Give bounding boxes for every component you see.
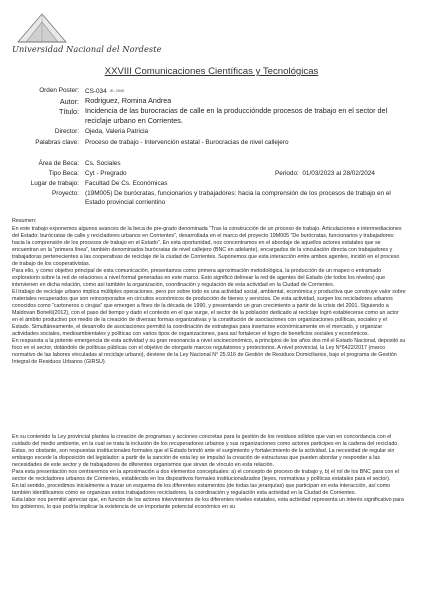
area-value: Cs. Sociales xyxy=(85,160,121,167)
summary-heading: Resumen: xyxy=(12,218,37,224)
workplace-label: Lugar de trabajo: xyxy=(30,180,79,187)
summary-section-b xyxy=(12,434,406,511)
summary-paragraph: Esta labor nos permitió apreciar que, en función de los actores intervinientes de los diferentes niveles estatales, esta actividad representa un interés significativo para los gobiernos, lo que podría implicar la existencia de un importante potencial económico en su xyxy=(12,497,404,510)
summary-paragraph: Para ello, y como objetivo principal de esta comunicación, presentamos como primera aproximación metodológica, la producción de un mapeo o entramado exploratorio sobre la red de relaciones a nivel formal generadas en este marco. Esto significó delinear la red de agentes del Estado (de todos los niveles) que intervienen en dicha relación, como así también la organización, coordinación y regulación de esta actividad en la Ciudad de Corrientes. xyxy=(12,268,386,288)
title-label: Título: xyxy=(59,107,79,116)
period-value: 01/03/2023 al 28/02/2024 xyxy=(302,170,375,177)
summary-paragraph: Para esta presentación nos centraremos en la aproximación a dos elementos conceptuales: a) el concepto de proceso de trabajo y, b) el rol de los BNC para con el sector de recicladores urbanos de Corrientes, establecido en los dispositivos formales institucionalizados (leyes, normativas y políticas estatales para el sector). xyxy=(12,469,399,482)
area-row xyxy=(0,160,423,169)
keywords-label: Palabras clave: xyxy=(35,139,79,146)
author-label: Autor: xyxy=(59,97,79,106)
event-title: XXVIII Comunicaciones Científicas y Tecnológicas xyxy=(104,66,319,77)
summary-paragraph: El trabajo de reciclaje urbano implica múltiples operaciones, pero por sobre todo es una actividad social, ambiental, económica y productiva que construye valor sobre materiales recuperados que son reincorporados en circuitos económicos de producción de bienes y servicios. De esta actividad, surgen los recicladores urbanos conocidos como “cartoneros o cirujas” que emergen a fines de la década de 1990, y presentando un gran crecimiento a partir de la crisis del 2001. Siguiendo a Maldovan Bonelli(2012), con el paso del tiempo y dado el contexto en el que surge, el sector de la población dedicado al reciclaje logró establecerse como un actor en el ámbito productivo por medio de la creación de diversas formas organizativas y la constitución de asociaciones con organizaciones políticas, sociales y el Estado. Simultáneamente, el desarrollo de asociaciones permitió la coordinación de estrategias para insertarse económicamente en el mercado, y organizar actividades sociales, medioambientales y políticas con varios tipos de organizaciones, para así fortalecer el logro de beneficios sociales y económicos. xyxy=(12,289,406,337)
author-value: Rodriguez, Romina Andrea xyxy=(85,96,172,105)
director-value: Ojeda, Valeria Patricia xyxy=(85,128,149,135)
summary-paragraph: En respuesta a la potente emergencia de esta actividad y su gran resonancia a nivel socioeconómico, a principios de los años dos mil el Estado Nacional, depositó su foco en el sector, dotándolo de políticas públicas con el objetivo de otorgarle marcos regulatorios y protectorios. A nivel provincial, la Ley N°6422/2017 (marco normativo de las labores vinculadas al reciclaje urbano), deviene de la Ley Nacional N° 25.916 de Gestión de Residuos Domiciliarios, bajo el programa de Gestión Integral de Residuos Urbanos (GIRSU). xyxy=(12,338,406,365)
period xyxy=(275,170,375,177)
university-seal-icon xyxy=(12,10,72,46)
order-id: ID: 2949 xyxy=(109,89,125,93)
order-row xyxy=(0,87,423,96)
summary-paragraph: En su contenido la Ley provincial plantea la creación de programas y acciones concretas para la gestión de los residuos sólidos que van en concordancia con el cuidado del medio ambiente, en la cual se trata la inclusión de los recuperadores urbanos y sus organizaciones como actores participes en la cadena del reciclado. xyxy=(12,434,399,447)
period-label: Periodo: xyxy=(275,170,299,177)
summary-paragraph: En tal sentido, procedimos inicialmente a trazar un esquema de los diferentes estamentos (de todas las jerarquías) que participan en esta interacción, así como también identificamos cómo se organizan estos trabajadores recicladores, la coordinación y regulación esta actividad en la Ciudad de Corrientes. xyxy=(12,483,391,496)
area-label: Área de Beca: xyxy=(38,160,79,167)
summary-paragraph: En este trabajo exponemos algunos avances de la beca de pre-grado denominada “Tras la construcción de un proceso de trabajo. Articulaciones e intermediaciones del Estado: burócratas de calle y recicladores urbanos en Corrientes”, desarrollada en el marco del proyecto 19M005 “De burócratas, funcionarios y trabajadores: hacia la comprensión de los procesos de trabajo en el Estado”. En esta oportunidad, nos concentramos en el abordaje de aquellos actores estatales que se encuentran en la “primera línea”, también denominados burócratas de nivel callejero (BNC en adelante), encargados de la vinculación directa con trabajadores y trabajadoras pertenecientes a las cooperativas de reciclaje de la ciudad de Corrientes. Suponemos que esta interacción entre ambos agentes, incidió en el proceso de trabajo de los cooperativistas. xyxy=(12,226,402,267)
workplace-value: Facultad De Cs. Económicas xyxy=(85,180,168,187)
type-value: Cyt - Pregrado xyxy=(85,170,127,177)
workplace-row xyxy=(0,180,423,189)
keywords-value: Proceso de trabajo - Intervención estatal - Burocracias de nivel callejero xyxy=(85,139,289,146)
type-row xyxy=(0,170,423,179)
order-code: CS-034 xyxy=(85,88,107,95)
project-label: Proyecto: xyxy=(52,190,79,197)
type-label: Tipo Beca: xyxy=(48,170,79,177)
title-value: Incidencia de las burocracias de calle en la produccióndde procesos de trabajo en el sector del reciclaje urbano en Corrientes. xyxy=(85,106,388,126)
project-value: (19M005) De burócratas, funcionarios y trabajadores: hacia la comprensión de los procesos de trabajo en el Estado provincial corrientino xyxy=(85,190,391,206)
order-label: Orden Poster: xyxy=(39,87,79,94)
summary-paragraph: Estas, no obstante, son respuestas institucionales formales que el Estado brindó ante el surgimiento y fortalecimiento de la actividad. La necesidad de regular sin embargo excede la disposición del legislador: a partir de la sanción de esta ley se impulsó la creación de estructuras que pueden abordar y responder a las necesidades de este sector y de trabajadores de diferentes organismos que sirvan de vínculo en esta relación. xyxy=(12,448,395,468)
director-label: Director: xyxy=(54,128,79,135)
university-name: Universidad Nacional del Nordeste xyxy=(12,44,162,54)
title-row xyxy=(0,106,423,126)
author-row xyxy=(0,97,423,106)
keywords-row xyxy=(0,139,423,148)
director-row xyxy=(0,128,423,137)
summary-section-a xyxy=(12,218,406,366)
project-row xyxy=(0,190,423,206)
